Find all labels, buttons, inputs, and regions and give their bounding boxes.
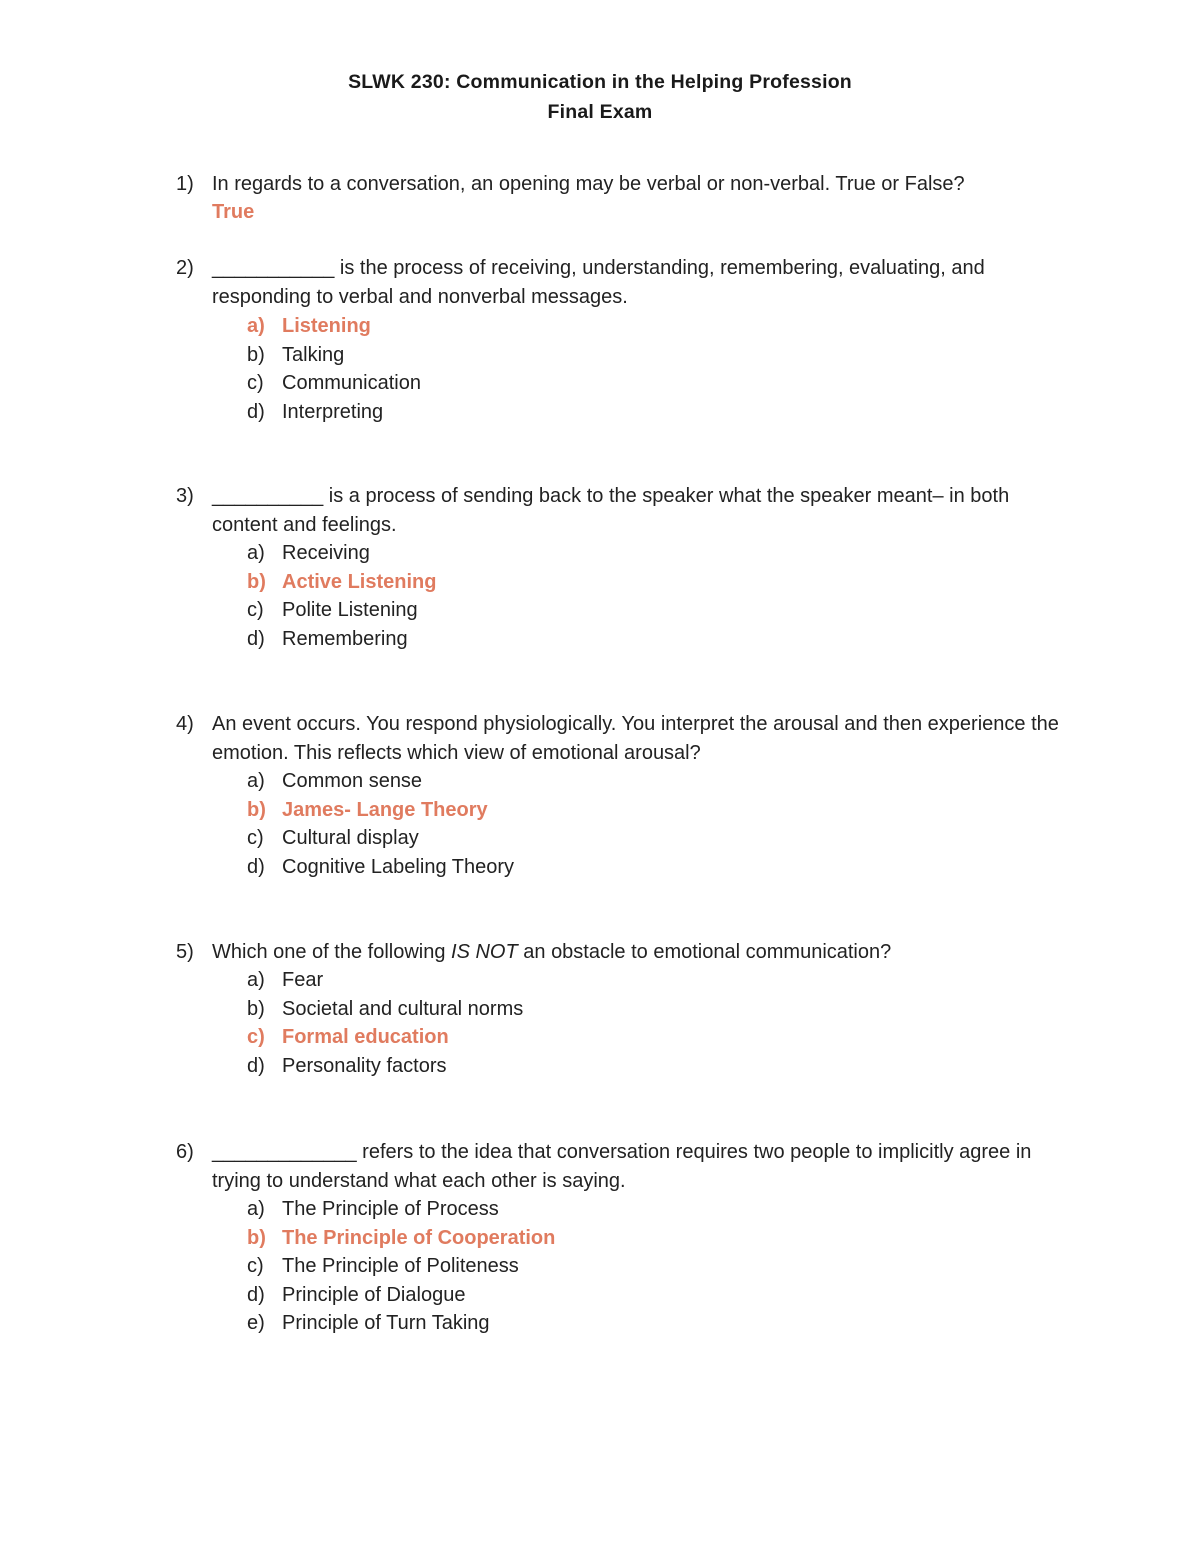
option: d) Interpreting: [247, 400, 384, 423]
option: c) Cultural display: [247, 827, 419, 849]
question-text: Which one of the following IS NOT an obstacle to emotional communication?: [212, 941, 892, 963]
question-text: ___________ is the process of receiving, understanding, remembering, evaluating, and responding to verbal and nonverbal messages.: [212, 257, 985, 308]
question-text: An event occurs. You respond physiologically. You interpret the arousal and then experience the emotion. This reflects which view of emotional arousal?: [212, 713, 1059, 764]
option: a) The Principle of Process: [247, 1198, 499, 1220]
question-number: 3): [176, 485, 194, 507]
option: e) Principle of Turn Taking: [247, 1312, 490, 1334]
option: c) Polite Listening: [247, 599, 418, 621]
option: a) Fear: [247, 969, 324, 991]
option: d) Personality factors: [247, 1054, 447, 1077]
option-correct: b) Active Listening: [247, 570, 437, 593]
option: a) Receiving: [247, 542, 370, 564]
question-text: In regards to a conversation, an opening may be verbal or non-verbal. True or False?: [212, 173, 965, 195]
option: b) Talking: [247, 343, 345, 366]
question-text: __________ is a process of sending back to the speaker what the speaker meant– in both content and feelings.: [212, 485, 1010, 536]
option: b) Societal and cultural norms: [247, 997, 524, 1020]
question-number: 6): [176, 1141, 194, 1163]
option-correct: a) Listening: [247, 315, 371, 337]
question-number: 2): [176, 257, 194, 279]
question-number: 5): [176, 941, 194, 963]
option-list: [247, 767, 514, 881]
option: c) Communication: [247, 372, 421, 394]
exam-subtitle: Final Exam: [547, 101, 653, 123]
question-answer: True: [212, 201, 255, 223]
option-correct: b) James- Lange Theory: [247, 798, 488, 821]
question-number: 4): [176, 713, 194, 735]
option-list: [247, 539, 436, 653]
option: d) Remembering: [247, 627, 408, 650]
exam-title: SLWK 230: Communication in the Helping Profession: [348, 71, 852, 93]
option-list: [247, 1195, 555, 1338]
question-number: 1): [176, 173, 194, 195]
option-list: [247, 966, 523, 1080]
option-correct: c) Formal education: [247, 1026, 449, 1048]
option: d) Cognitive Labeling Theory: [247, 855, 515, 878]
option: a) Common sense: [247, 770, 423, 792]
option: d) Principle of Dialogue: [247, 1283, 466, 1306]
option-list: [247, 312, 421, 426]
emphasis-text: IS NOT: [451, 941, 518, 963]
option: c) The Principle of Politeness: [247, 1255, 519, 1277]
option-correct: b) The Principle of Cooperation: [247, 1226, 556, 1249]
question-text: _____________ refers to the idea that conversation requires two people to implicitly agree in trying to understand what each other is saying.: [212, 1141, 1032, 1192]
